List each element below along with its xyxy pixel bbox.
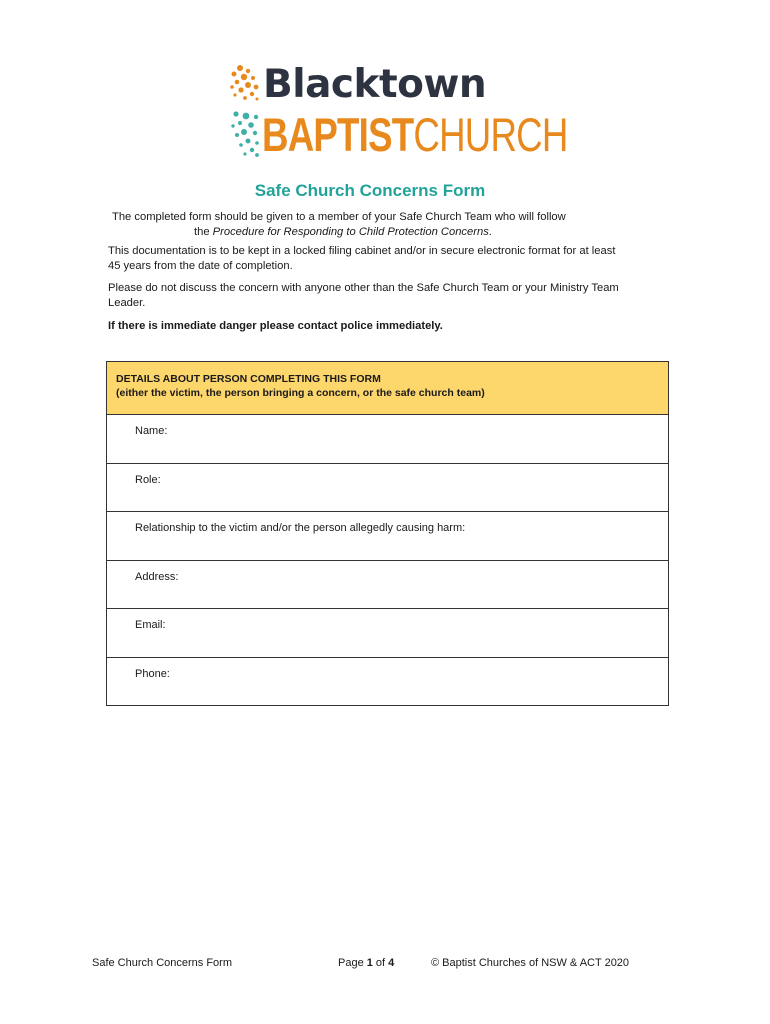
logo-church: CHURCH bbox=[413, 108, 568, 161]
details-header bbox=[107, 362, 668, 415]
email-field[interactable]: Email: bbox=[107, 609, 668, 658]
details-header-subtitle: (either the victim, the person bringing a concern, or the safe church team) bbox=[116, 387, 485, 399]
footer-copyright: © Baptist Churches of NSW & ACT 2020 bbox=[431, 957, 630, 969]
confidentiality-note: Please do not discuss the concern with anyone other than the Safe Church Team or your Ministry Team Leader. bbox=[108, 282, 619, 309]
intro-line-2 bbox=[112, 225, 672, 240]
intro-post: . bbox=[488, 226, 492, 238]
page-current: 1 bbox=[366, 957, 373, 969]
procedure-reference: Procedure for Responding to Child Protection Concerns bbox=[212, 226, 489, 238]
page-total: 4 bbox=[388, 957, 395, 969]
relationship-field[interactable]: Relationship to the victim and/or the person allegedly causing harm: bbox=[107, 512, 668, 561]
page-prefix: Page bbox=[338, 957, 367, 969]
phone-field[interactable]: Phone: bbox=[135, 667, 170, 680]
intro-instructions bbox=[112, 210, 672, 240]
logo-wordmark-blacktown: Blacktown bbox=[263, 62, 487, 107]
address-field[interactable]: Address: bbox=[107, 561, 668, 610]
dots-logo-icon bbox=[226, 62, 262, 160]
role-field[interactable]: Role: bbox=[107, 464, 668, 513]
intro-line-1: The completed form should be given to a member of your Safe Church Team who will follow bbox=[112, 211, 566, 223]
church-logo bbox=[226, 62, 568, 162]
retention-note: This documentation is to be kept in a locked filing cabinet and/or in secure electronic format for at least 45 years from the date of completion. bbox=[108, 245, 616, 272]
intro-pre: the bbox=[194, 226, 213, 238]
form-title: Safe Church Concerns Form bbox=[254, 181, 486, 200]
page-of: of bbox=[372, 957, 389, 969]
footer-form-name: Safe Church Concerns Form bbox=[92, 957, 232, 969]
danger-warning: If there is immediate danger please contact police immediately. bbox=[108, 320, 443, 332]
footer-page-number bbox=[338, 957, 394, 969]
logo-wordmark-baptist-church bbox=[262, 109, 568, 161]
logo-baptist: BAPTIST bbox=[262, 108, 414, 161]
name-field[interactable]: Name: bbox=[107, 415, 668, 464]
details-header-title: DETAILS ABOUT PERSON COMPLETING THIS FORM bbox=[116, 373, 381, 385]
details-table bbox=[106, 361, 669, 706]
